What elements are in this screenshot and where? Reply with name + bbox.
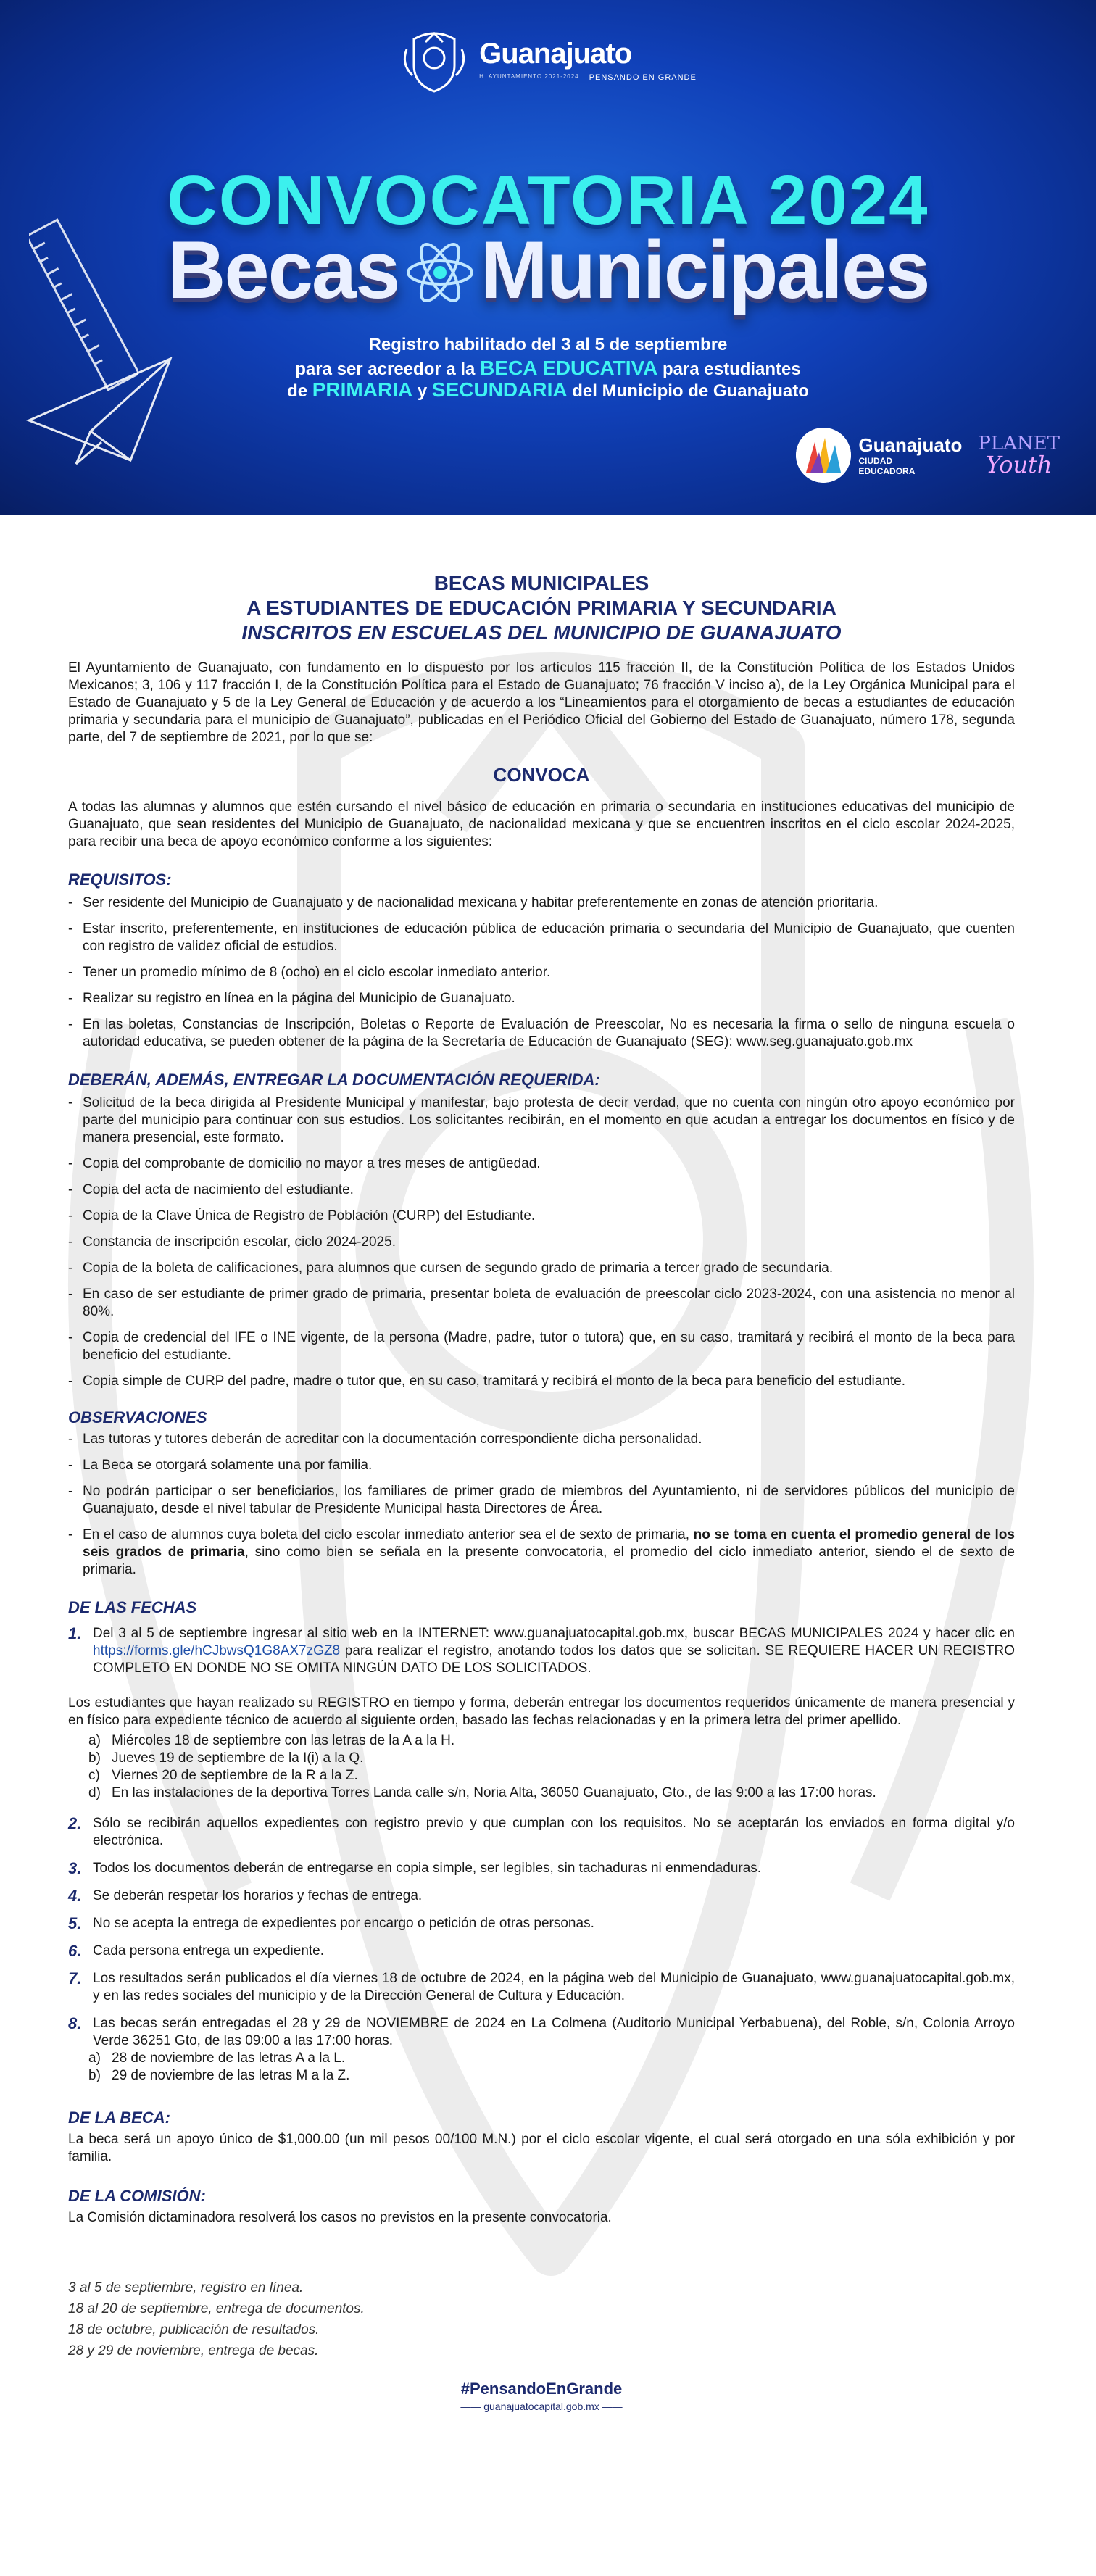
fecha-item-number: 8.	[68, 2014, 82, 2032]
schedule-text: En las instalaciones de la deportiva Torres Landa calle s/n, Noria Alta, 36050 Guanajuato, Gto., de las 9:00 a las 17:00 horas.	[112, 1785, 876, 1800]
footer-date-line: 3 al 5 de septiembre, registro en línea.	[68, 2280, 304, 2295]
list-item: - Constancia de inscripción escolar, ciclo 2024-2025.	[68, 1234, 1015, 1251]
fecha-item-text: Del 3 al 5 de septiembre ingresar al sitio web en la INTERNET: www.guanajuatocapital.gob.mx, buscar BECAS MUNICIPALES 2024 y hacer clic en	[93, 1626, 1015, 1641]
fechas-list	[68, 1815, 1015, 2085]
schedule-letter: d)	[88, 1785, 101, 1800]
ciudad-educadora-line: CIUDAD	[858, 455, 893, 466]
document-content	[68, 515, 1015, 2415]
fecha-item-text: para realizar el registro, anotando todos los datos que se solicitan. SE REQUIERE HACER UN REGISTRO COMPLETO EN DONDE NO SE OMITA NINGÚN DATO DE LOS SOLICITADOS.	[93, 1643, 1015, 1676]
list-item: - Estar inscrito, preferentemente, en instituciones de educación pública de educación primaria o secundaria del Municipio de Guanajuato, que cuenten con registro de validez oficial de estudios.	[68, 921, 1015, 955]
registration-form-link[interactable]: https://forms.gle/hCJbwsQ1G8AX7zGZ8	[93, 1643, 341, 1658]
fecha-item	[68, 1887, 1015, 1905]
list-item: - Solicitud de la beca dirigida al Presidente Municipal y manifestar, bajo protesta de decir verdad, que no cuenta con ningún otro apoyo económico por parte del municipio para continuar con sus estudios. Los solicitantes recibirán, en el momento en que acudan a entregar los documentos en físico y de manera presencial, este formato.	[68, 1094, 1015, 1147]
fecha-item-number: 1.	[68, 1624, 82, 1642]
title-becas-municipales	[0, 223, 1096, 317]
planet-youth-logo	[978, 434, 1060, 476]
subtitle-highlight: BECA EDUCATIVA	[480, 357, 658, 379]
crest-icon	[399, 25, 469, 94]
fecha-item-number: 5.	[68, 1914, 82, 1932]
fecha-item-text: Los resultados serán publicados el día viernes 18 de octubre de 2024, en la página web del Municipio de Guanajuato, www.guanajuatocapital.gob.mx, y en las redes sociales del municipio y de la Dirección General de Cultura y Educación.	[93, 1971, 1015, 2003]
fecha-item	[68, 2015, 1015, 2050]
ciudad-educadora-icon	[796, 428, 851, 483]
fecha-item-number: 7.	[68, 1969, 82, 1987]
fecha-item-number: 3.	[68, 1859, 82, 1877]
beca-paragraph: La beca será un apoyo único de $1,000.00 (un mil pesos 00/100 M.N.) por el ciclo escolar vigente, el cual será otorgado en una sóla exhibición y por familia.	[68, 2132, 1015, 2164]
title-convocatoria: CONVOCATORIA 2024	[167, 162, 929, 239]
header-banner	[0, 0, 1096, 515]
title-municipales: Municipales	[480, 225, 929, 315]
fecha-item	[68, 1915, 1015, 1932]
heading-line-2: A ESTUDIANTES DE EDUCACIÓN PRIMARIA Y SECUNDARIA	[246, 597, 836, 619]
brand-sub-left: H. AYUNTAMIENTO 2021-2024	[479, 72, 579, 80]
subtitle-text: para ser acreedor a la	[295, 360, 481, 379]
list-item: - No podrán participar o ser beneficiarios, los familiares de primer grado de miembros del Ayuntamiento, ni de servidores públicos del municipio de Guanajuato, desde el nivel tabular de Presidente Municipal hasta Directores de Área.	[68, 1483, 1015, 1518]
list-item	[68, 1526, 1015, 1579]
list-item: - Ser residente del Municipio de Guanajuato y de nacionalidad mexicana y habitar preferentemente en zonas de atención prioritaria.	[68, 894, 1015, 912]
fecha-item-text: Se deberán respetar los horarios y fechas de entrega.	[93, 1888, 423, 1903]
schedule-item	[68, 1750, 1015, 1767]
schedule-item	[68, 1767, 1015, 1784]
convoca-paragraph: A todas las alumnas y alumnos que estén cursando el nivel básico de educación en primaria o secundaria en instituciones educativas del municipio de Guanajuato, que sean residentes del Municipio de Guanajuato, de nacionalidad mexicana y que se encuentren inscritos en el ciclo escolar 2024-2025, para recibir una beca de apoyo económico conforme a los siguientes:	[68, 799, 1015, 849]
observacion-text: En el caso de alumnos cuya boleta del ciclo escolar inmediato anterior sea el de sexto de primaria,	[83, 1527, 694, 1542]
footer-site: —— guanajuatocapital.gob.mx ——	[460, 2401, 623, 2412]
ciudad-educadora-logo	[796, 428, 962, 483]
planet-youth-line: Youth	[985, 451, 1053, 478]
list-item: - Las tutoras y tutores deberán de acreditar con la documentación correspondiente dicha personalidad.	[68, 1431, 1015, 1448]
delivery-item	[68, 2050, 1015, 2067]
footer-date-line: 28 y 29 de noviembre, entrega de becas.	[68, 2343, 319, 2359]
list-item: - Copia de la boleta de calificaciones, para alumnos que cursen de segundo grado de primaria a tercer grado de secundaria.	[68, 1260, 1015, 1277]
subtitle-text: para estudiantes	[657, 360, 801, 379]
fecha-item	[68, 1943, 1015, 1960]
list-item: - La Beca se otorgará solamente una por familia.	[68, 1457, 1015, 1474]
title-becas: Becas	[167, 225, 399, 315]
list-item: - Copia simple de CURP del padre, madre o tutor que, en su caso, tramitará y recibirá el monto de la beca para beneficio del estudiante.	[68, 1373, 1015, 1390]
footer-dates	[68, 2277, 1015, 2361]
brand-name: Guanajuato	[479, 37, 632, 70]
ciudad-educadora-line: EDUCADORA	[858, 465, 916, 476]
fecha-item-text: Todos los documentos deberán de entregarse en copia simple, ser legibles, sin tachaduras ni enmendaduras.	[93, 1861, 762, 1876]
subtitle-line-3	[0, 378, 1096, 402]
brand-sub-right: PENSANDO EN GRANDE	[589, 72, 697, 82]
schedule-text: Miércoles 18 de septiembre con las letras de la A a la H.	[112, 1733, 455, 1748]
intro-paragraph: El Ayuntamiento de Guanajuato, con fundamento en lo dispuesto por los artículos 115 fracción II, de la Constitución Política de los Estados Unidos Mexicanos; 3, 106 y 117 fracción I, de la Constitución Política para el Estado de Guanajuato; 76 fracción V inciso a), de la Ley Orgánica Municipal para el Estado de Guanajuato y 5 de la Ley General de Educación y de acuerdo a los “Lineamientos para el otorgamiento de becas a estudiantes de educación primaria y secundaria para el municipio de Guanajuato”, publicadas en el Periódico Oficial del Gobierno del Estado de Guanajuato, número 178, segunda parte, del 7 de septiembre de 2021, por lo que se:	[68, 660, 1015, 745]
fecha-item-1	[68, 1625, 1015, 1677]
heading-line-1: BECAS MUNICIPALES	[433, 572, 649, 594]
delivery-letter: a)	[88, 2051, 101, 2066]
list-item: - Copia del comprobante de domicilio no mayor a tres meses de antigüedad.	[68, 1155, 1015, 1173]
atom-icon	[404, 236, 476, 309]
heading-line-3: INSCRITOS EN ESCUELAS DEL MUNICIPIO DE GUANAJUATO	[241, 621, 842, 644]
documentacion-title: DEBERÁN, ADEMÁS, ENTREGAR LA DOCUMENTACIÓN REQUERIDA:	[68, 1071, 600, 1089]
delivery-list	[68, 2050, 1015, 2085]
fecha-item	[68, 1815, 1015, 1850]
list-item: - Copia de credencial del IFE o INE vigente, de la persona (Madre, padre, tutor o tutora) que, en su caso, tramitará y recibirá el monto de la beca para beneficio del estudiante.	[68, 1329, 1015, 1364]
fecha-item-number: 4.	[68, 1887, 82, 1905]
beca-title: DE LA BECA:	[68, 2108, 170, 2127]
hashtag: #PensandoEnGrande	[460, 2380, 623, 2398]
schedule-list	[68, 1732, 1015, 1802]
planet-youth-line: PLANET	[978, 433, 1060, 454]
list-item: - En las boletas, Constancias de Inscripción, Boletas o Reporte de Evaluación de Preescolar, No es necesaria la firma o sello de ninguna escuela o autoridad educativa, se pueden obtener de la página de la Secretaría de Educación de Guanajuato (SEG): www.seg.guanajuato.gob.mx	[68, 1016, 1015, 1051]
comision-title: DE LA COMISIÓN:	[68, 2187, 206, 2205]
subtitle-text: del Municipio de Guanajuato	[567, 381, 809, 401]
fecha-item-number: 6.	[68, 1942, 82, 1960]
fechas-title: DE LAS FECHAS	[68, 1598, 197, 1616]
footer-date-line: 18 de octubre, publicación de resultados.	[68, 2322, 320, 2338]
comision-paragraph: La Comisión dictaminadora resolverá los casos no previstos en la presente convocatoria.	[68, 2210, 612, 2225]
list-item: - Realizar su registro en línea en la página del Municipio de Guanajuato.	[68, 990, 1015, 1007]
subtitle-line-2	[0, 357, 1096, 380]
list-item: - En caso de ser estudiante de primer grado de primaria, presentar boleta de evaluación de preescolar ciclo 2023-2024, con una asistencia no menor al 80%.	[68, 1286, 1015, 1321]
subtitle-highlight: SECUNDARIA	[431, 378, 568, 401]
fecha-item	[68, 1860, 1015, 1877]
fecha-item-text: Las becas serán entregadas el 28 y 29 de NOVIEMBRE de 2024 en La Colmena (Auditorio Municipal Yerbabuena), del Roble, s/n, Colonia Arroyo Verde 36251 Gto, de las 09:00 a las 17:00 horas.	[93, 2016, 1015, 2048]
footer-date-line: 18 al 20 de septiembre, entrega de documentos.	[68, 2301, 365, 2317]
requisitos-list	[68, 894, 1015, 1051]
observacion-text: , sino como bien se señala en la presente convocatoria, el promedio del ciclo inmediato anterior, siendo el de sexto de primaria.	[83, 1545, 1015, 1577]
fechas-paragraph: Los estudiantes que hayan realizado su REGISTRO en tiempo y forma, deberán entregar los documentos requeridos únicamente de manera presencial y en físico para expediente técnico de acuerdo al siguiente orden, basado las fechas relacionadas y en la primera letra del primer apellido.	[68, 1695, 1015, 1728]
list-item: - Tener un promedio mínimo de 8 (ocho) en el ciclo escolar inmediato anterior.	[68, 964, 1015, 981]
documentacion-list	[68, 1094, 1015, 1390]
fecha-item	[68, 1970, 1015, 2005]
schedule-item	[68, 1732, 1015, 1750]
schedule-letter: a)	[88, 1733, 101, 1748]
document-body	[0, 515, 1096, 2576]
subtitle-text: y	[412, 381, 432, 401]
convoca-title: CONVOCA	[493, 764, 590, 786]
delivery-item	[68, 2067, 1015, 2085]
delivery-text: 29 de noviembre de las letras M a la Z.	[112, 2068, 350, 2083]
delivery-letter: b)	[88, 2068, 101, 2083]
requisitos-title-text: REQUISITOS	[68, 871, 167, 889]
schedule-text: Viernes 20 de septiembre de la R a la Z.	[112, 1768, 358, 1783]
subtitle-text: de	[287, 381, 312, 401]
schedule-item	[68, 1784, 1015, 1802]
observacion-bold: no se toma en cuenta el promedio general de los seis grados de primaria	[83, 1527, 1015, 1560]
schedule-text: Jueves 19 de septiembre de la I(i) a la Q.	[112, 1750, 364, 1766]
observaciones-list	[68, 1431, 1015, 1579]
fecha-item-text: Cada persona entrega un expediente.	[93, 1943, 325, 1958]
subtitle-highlight: PRIMARIA	[312, 378, 413, 401]
subtitle-line-1: Registro habilitado del 3 al 5 de septiembre	[368, 335, 728, 354]
list-item: - Copia del acta de nacimiento del estudiante.	[68, 1181, 1015, 1199]
municipal-brand	[0, 25, 1096, 94]
requisitos-title: REQUISITOS:	[68, 871, 172, 889]
fecha-item-number: 2.	[68, 1814, 82, 1832]
fecha-item-text: No se acepta la entrega de expedientes por encargo o petición de otras personas.	[93, 1916, 594, 1931]
ciudad-educadora-name: Guanajuato	[858, 433, 963, 456]
observaciones-title: OBSERVACIONES	[68, 1408, 207, 1426]
list-item: - Copia de la Clave Única de Registro de Población (CURP) del Estudiante.	[68, 1208, 1015, 1225]
schedule-letter: b)	[88, 1750, 101, 1766]
footer-site-text: guanajuatocapital.gob.mx	[483, 2401, 599, 2412]
fecha-item-text: Sólo se recibirán aquellos expedientes con registro previo y que cumplan con los requisitos. No se aceptarán los enviados en forma digital y/o electrónica.	[93, 1816, 1015, 1848]
schedule-letter: c)	[88, 1768, 100, 1783]
delivery-text: 28 de noviembre de las letras A a la L.	[112, 2051, 346, 2066]
